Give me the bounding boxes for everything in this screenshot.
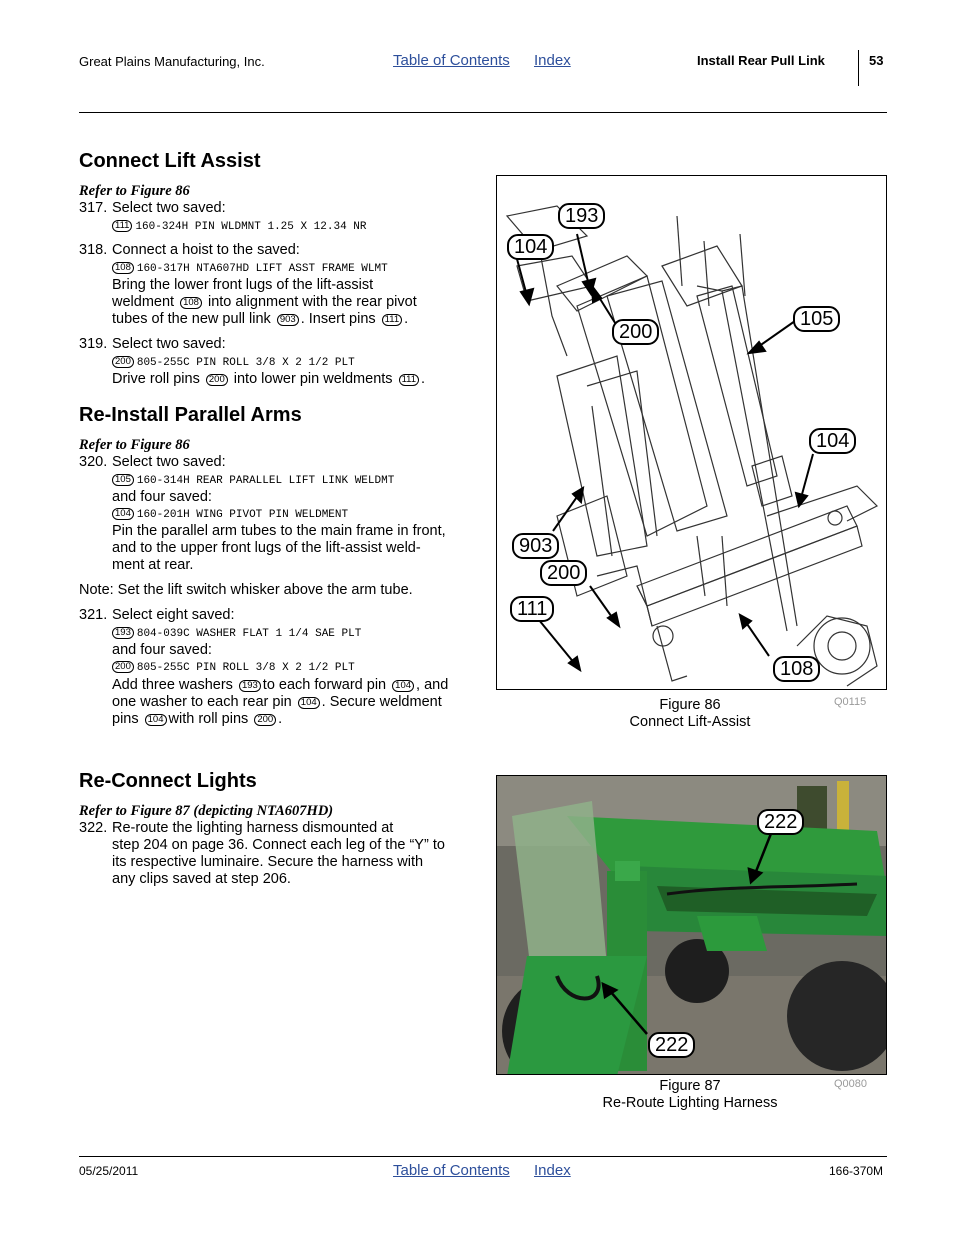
callout-108: 108 [773, 656, 820, 682]
instruction-text: into alignment with the rear pivot [207, 294, 417, 310]
callout-badge: 111 [112, 220, 132, 232]
step-text: Select two saved: [112, 336, 226, 352]
instruction-text: . Secure weldment [321, 694, 442, 710]
instruction-line [112, 311, 472, 328]
footer-toc-link[interactable]: Table of Contents [393, 1162, 510, 1179]
footer-index-link[interactable]: Index [534, 1162, 571, 1179]
callout-104: 104 [809, 428, 856, 454]
callout-badge: 104 [112, 508, 134, 520]
footer-date: 05/25/2011 [79, 1164, 139, 1178]
callout-200: 200 [540, 560, 587, 586]
step-number: 320. [79, 454, 108, 470]
instruction-text: into lower pin weldments [233, 371, 393, 387]
instruction-text: with roll pins [168, 711, 249, 727]
part-line [112, 661, 355, 674]
figure-87-caption [590, 1078, 790, 1112]
part-number: 160-201H WING PIVOT PIN WELDMENT [136, 509, 349, 521]
figure-title: Re-Route Lighting Harness [602, 1095, 778, 1111]
header-divider [858, 50, 859, 86]
part-line [112, 474, 394, 487]
company-name: Great Plains Manufacturing, Inc. [79, 54, 265, 69]
callout-badge: 200 [112, 661, 134, 673]
step-text: Connect a hoist to the saved: [112, 242, 300, 258]
step-320-instructions [112, 523, 472, 574]
callout-badge: 108 [112, 262, 134, 274]
callout-104: 104 [507, 234, 554, 260]
instruction-text: to each forward pin [262, 677, 387, 693]
instruction-text: . [278, 711, 283, 727]
step-text: Select two saved: [112, 200, 226, 216]
heading-reinstall-parallel-arms: Re-Install Parallel Arms [79, 404, 302, 426]
callout-badge: 111 [399, 374, 419, 386]
figure-reference: Refer to Figure 87 (depicting NTA607HD) [79, 803, 334, 819]
figure-reference: Refer to Figure 86 [79, 183, 190, 199]
callout-222: 222 [757, 809, 804, 835]
part-line [112, 356, 355, 369]
part-number: 804-039C WASHER FLAT 1 1/4 SAE PLT [136, 628, 362, 640]
step-322 [79, 820, 393, 836]
callout-193: 193 [558, 203, 605, 229]
step-320 [79, 454, 226, 470]
instruction-line: Pin the parallel arm tubes to the main frame in front, [112, 523, 446, 539]
figure-reference: Refer to Figure 86 [79, 437, 190, 453]
figure-label: Figure 87 [659, 1078, 721, 1094]
step-318 [79, 242, 300, 258]
callout-badge: 903 [277, 314, 299, 326]
note-lift-switch: Note: Set the lift switch whisker above the arm tube. [79, 582, 413, 598]
instruction-text: . [421, 371, 426, 387]
instruction-line: any clips saved at step 206. [112, 871, 291, 887]
part-line [112, 627, 361, 640]
instruction-line [112, 294, 472, 311]
callout-222: 222 [648, 1032, 695, 1058]
callout-badge: 111 [382, 314, 402, 326]
instruction-text: Drive roll pins [112, 371, 200, 387]
instruction-line: step 204 on page 36. Connect each leg of the “Y” to [112, 837, 445, 853]
callout-200: 200 [612, 319, 659, 345]
callout-badge: 108 [180, 297, 202, 309]
callout-111: 111 [510, 596, 554, 622]
part-number: 160-314H REAR PARALLEL LIFT LINK WELDMT [136, 475, 395, 487]
part-number: 160-324H PIN WLDMNT 1.25 X 12.34 NR [135, 221, 367, 233]
step-317 [79, 200, 226, 216]
step-322-instructions [112, 837, 472, 888]
instruction-line: Bring the lower front lugs of the lift-assist [112, 277, 374, 293]
callout-badge: 104 [392, 680, 414, 692]
instruction-text: . Insert pins [300, 311, 376, 327]
step-number: 318. [79, 242, 108, 258]
part-number: 805-255C PIN ROLL 3/8 X 2 1/2 PLT [136, 662, 355, 674]
figure-86-code: Q0115 [834, 696, 867, 708]
instruction-line [112, 711, 472, 728]
header-toc-link[interactable]: Table of Contents [393, 52, 510, 69]
part-line [112, 508, 348, 521]
instruction-line: its respective luminaire. Secure the harness with [112, 854, 424, 870]
figure-87-code: Q0080 [834, 1078, 868, 1090]
instruction-text: Add three washers [112, 677, 233, 693]
instruction-text: tubes of the new pull link [112, 311, 271, 327]
instruction-text: pins [112, 711, 139, 727]
footer-rule [79, 1156, 887, 1157]
instruction-text: one washer to each rear pin [112, 694, 292, 710]
page-number: 53 [869, 53, 884, 68]
header-rule [79, 112, 887, 113]
header-index-link[interactable]: Index [534, 52, 571, 69]
callout-badge: 105 [112, 474, 134, 486]
figure-title: Connect Lift-Assist [629, 714, 751, 730]
step-number: 321. [79, 607, 108, 623]
lighting-harness-photo [497, 776, 887, 1075]
step-319-instructions [112, 371, 472, 388]
callout-badge: 200 [206, 374, 228, 386]
step-text: Re-route the lighting harness dismounted at [112, 820, 394, 836]
callout-badge: 200 [254, 714, 276, 726]
footer-document-number: 166-370M [829, 1164, 884, 1178]
callout-badge: 193 [239, 680, 261, 692]
instruction-text: . [404, 311, 409, 327]
figure-86-line-drawing [496, 175, 887, 690]
callout-105: 105 [793, 306, 840, 332]
instruction-line [112, 371, 472, 388]
callout-badge: 193 [112, 627, 134, 639]
instruction-text: weldment [112, 294, 175, 310]
section-title: Install Rear Pull Link [697, 53, 825, 68]
step-318-instructions [112, 277, 472, 328]
step-321-instructions [112, 677, 472, 728]
instruction-line: ment at rear. [112, 557, 194, 573]
callout-badge: 104 [298, 697, 320, 709]
instruction-text: , and [416, 677, 449, 693]
callout-badge: 200 [112, 356, 134, 368]
step-321 [79, 607, 235, 623]
heading-connect-lift-assist: Connect Lift Assist [79, 150, 261, 172]
step-320-and-four: and four saved: [112, 489, 212, 505]
step-text: Select two saved: [112, 454, 226, 470]
figure-label: Figure 86 [659, 697, 721, 713]
part-number: 160-317H NTA607HD LIFT ASST FRAME WLMT [136, 263, 388, 275]
step-number: 322. [79, 820, 108, 836]
figure-87-photo [496, 775, 887, 1075]
part-number: 805-255C PIN ROLL 3/8 X 2 1/2 PLT [136, 357, 355, 369]
callout-badge: 104 [145, 714, 167, 726]
heading-reconnect-lights: Re-Connect Lights [79, 770, 257, 792]
step-321-and-four: and four saved: [112, 642, 212, 658]
part-line [112, 220, 367, 233]
instruction-line: and to the upper front lugs of the lift-assist weld- [112, 540, 421, 556]
step-number: 319. [79, 336, 108, 352]
figure-86-caption [590, 697, 790, 731]
instruction-line [112, 677, 472, 694]
step-text: Select eight saved: [112, 607, 235, 623]
part-line [112, 262, 388, 275]
step-number: 317. [79, 200, 108, 216]
step-319 [79, 336, 226, 352]
callout-903: 903 [512, 533, 559, 559]
instruction-line [112, 694, 472, 711]
